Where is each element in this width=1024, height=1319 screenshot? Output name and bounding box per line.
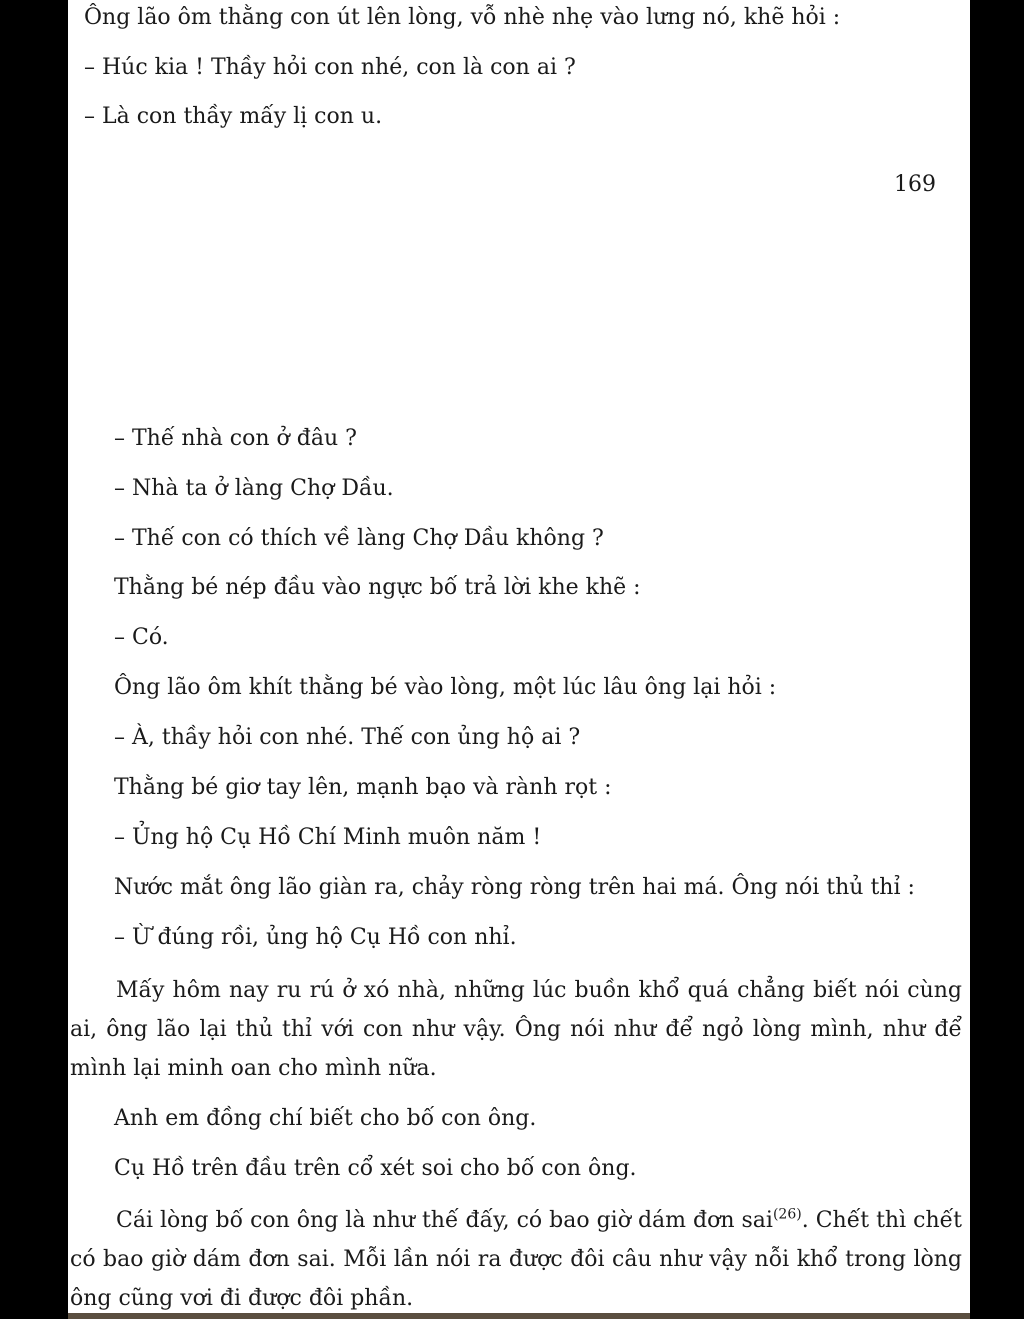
- book-page: [68, 0, 970, 1319]
- page-bottom-edge: [68, 1313, 970, 1319]
- page-number: 169: [894, 172, 936, 197]
- dialogue-line: – Có.: [114, 625, 169, 650]
- narration-line: Cụ Hồ trên đầu trên cổ xét soi cho bố con ông.: [114, 1156, 637, 1181]
- text-line: – Là con thầy mấy lị con u.: [84, 104, 383, 129]
- footnote-reference: (26): [772, 1206, 802, 1223]
- dialogue-line: – Ủng hộ Cụ Hồ Chí Minh muôn năm !: [114, 825, 542, 850]
- narration-line: Ông lão ôm khít thằng bé vào lòng, một lúc lâu ông lại hỏi :: [114, 675, 777, 700]
- dialogue-line: – À, thầy hỏi con nhé. Thế con ủng hộ ai ?: [114, 725, 581, 750]
- dialogue-line: – Nhà ta ở làng Chợ Dầu.: [114, 476, 394, 501]
- narration-line: Thằng bé giơ tay lên, mạnh bạo và rành rọt :: [114, 775, 612, 800]
- narration-line: Nước mắt ông lão giàn ra, chảy ròng ròng trên hai má. Ông nói thủ thỉ :: [114, 875, 915, 900]
- narration-line: Thằng bé nép đầu vào ngực bố trả lời khe khẽ :: [114, 575, 641, 600]
- narration-line: Anh em đồng chí biết cho bố con ông.: [114, 1106, 537, 1131]
- dialogue-line: – Thế con có thích về làng Chợ Dầu không ?: [114, 526, 604, 551]
- text-line: Ông lão ôm thằng con út lên lòng, vỗ nhè nhẹ vào lưng nó, khẽ hỏi :: [84, 5, 841, 30]
- dialogue-line: – Ừ đúng rồi, ủng hộ Cụ Hồ con nhỉ.: [114, 925, 517, 950]
- text-line: – Húc kia ! Thầy hỏi con nhé, con là con ai ?: [84, 55, 576, 80]
- paragraph: [70, 1201, 962, 1318]
- dialogue-line: – Thế nhà con ở đâu ?: [114, 426, 357, 451]
- paragraph-text: Cái lòng bố con ông là như thế đấy, có bao giờ dám đơn sai: [116, 1208, 773, 1233]
- paragraph-text: . Chết thì chết có bao giờ dám đơn sai. Mỗi lần nói ra được đôi câu như vậy nỗi khổ trong lòng ông cũng vơi đi được đôi phần.: [70, 1208, 963, 1311]
- paragraph: Mấy hôm nay ru rú ở xó nhà, những lúc buồn khổ quá chẳng biết nói cùng ai, ông lão lại thủ thỉ với con như vậy. Ông nói như để ngỏ lòng mình, như để mình lại minh oan cho mình nữa.: [70, 978, 962, 1081]
